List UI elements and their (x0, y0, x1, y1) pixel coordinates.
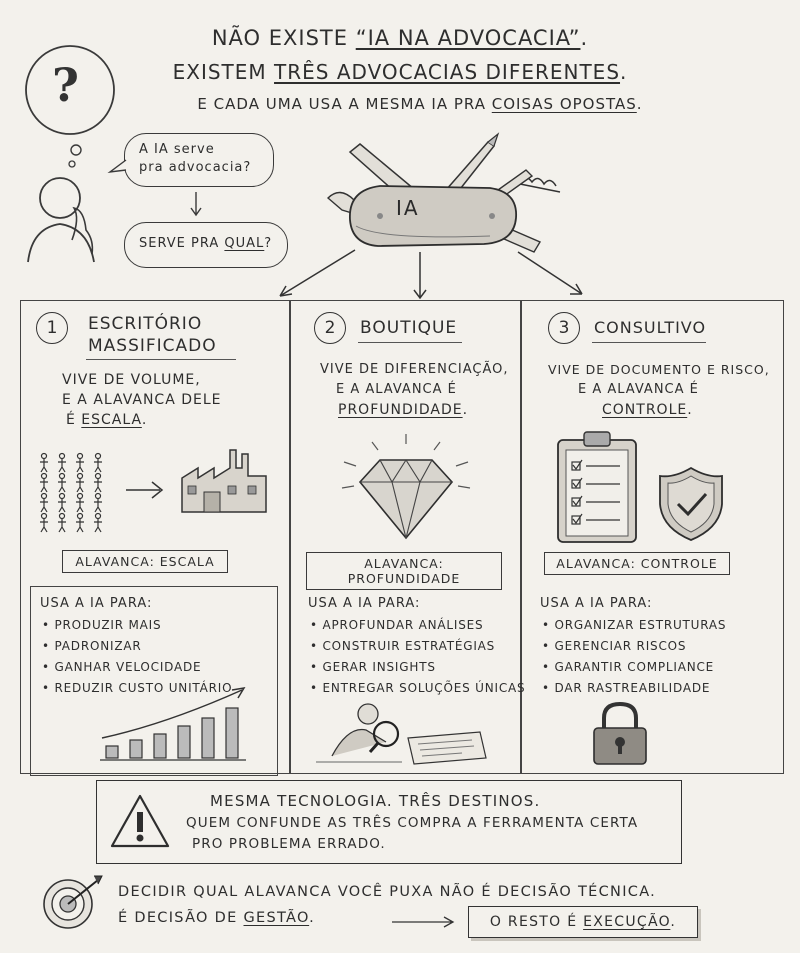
footer-line2-emphasis: GESTÃO (243, 910, 310, 926)
factory-icon (182, 450, 266, 512)
column-1-desc-emphasis: ESCALA (81, 412, 142, 428)
person-figure-icon (94, 514, 102, 533)
column-3-use-item: • DAR RASTREABILIDADE (542, 681, 726, 702)
person-figure-icon (76, 474, 84, 493)
column-2-use-item: • CONSTRUIR ESTRATÉGIAS (310, 639, 525, 660)
arrow-left (280, 250, 355, 296)
column-3-desc-line1: VIVE DE DOCUMENTO E RISCO, (548, 362, 770, 377)
person-figure-icon (40, 454, 48, 473)
column-3-use-item: • ORGANIZAR ESTRUTURAS (542, 618, 726, 639)
headline-line3-emphasis: COISAS OPOSTAS (491, 95, 637, 113)
shield-check-icon (656, 464, 726, 544)
diamond-icon (336, 430, 476, 545)
column-3-desc-line2: E A ALAVANCA É (578, 382, 699, 397)
column-2-number: 2 (314, 312, 346, 344)
person-figure-icon (40, 494, 48, 513)
person-figure-icon (76, 454, 84, 473)
footer-line2-end: . (309, 910, 316, 926)
person-figure-icon (58, 474, 66, 493)
column-3-title-rule (592, 342, 706, 343)
warning-icon (108, 792, 172, 850)
column-1-desc-line2: E A ALAVANCA DELE (62, 392, 222, 408)
column-3-uses-list (542, 618, 726, 702)
headline-line1-end: . (580, 26, 589, 50)
column-divider-1 (289, 300, 291, 774)
column-1-number: 1 (36, 312, 68, 344)
arrow-right (518, 252, 582, 294)
headline-line1-emphasis: “IA NA ADVOCACIA” (355, 26, 581, 50)
column-3-use-item: • GERENCIAR RISCOS (542, 639, 726, 660)
speech-bubble-question (124, 133, 274, 187)
headline-line1-text: NÃO EXISTE (211, 26, 356, 50)
column-3-number: 3 (548, 312, 580, 344)
warning-line1: MESMA TECNOLOGIA. TRÊS DESTINOS. (210, 792, 541, 810)
padlock-icon (588, 700, 652, 768)
person-figure-icon (40, 514, 48, 533)
column-2-desc-emphasis: PROFUNDIDADE (338, 402, 463, 418)
person-figure-icon (76, 494, 84, 513)
column-1-use-item: • GANHAR VELOCIDADE (42, 660, 232, 681)
person-figure-icon (58, 514, 66, 533)
clipboard-checklist-icon (552, 428, 642, 546)
headline-line3-text: E CADA UMA USA A MESMA IA PRA (197, 95, 492, 113)
arrow-center (414, 252, 426, 298)
column-2-use-item: • GERAR INSIGHTS (310, 660, 525, 681)
column-1-use-item: • PADRONIZAR (42, 639, 232, 660)
column-3-use-item: • GARANTIR COMPLIANCE (542, 660, 726, 681)
column-1-desc-line3-pre: É (66, 412, 82, 428)
bubble-question-line2: pra advocacia? (139, 160, 252, 175)
column-3-title: CONSULTIVO (594, 318, 707, 337)
bubble-answer-end: ? (264, 236, 273, 251)
person-figure-icon (58, 494, 66, 513)
headline-line2-emphasis: TRÊS ADVOCACIAS DIFERENTES (274, 60, 621, 84)
column-2-use-item: • ENTREGAR SOLUÇÕES ÚNICAS (310, 681, 525, 702)
person-icon (28, 178, 94, 262)
footer-line1: DECIDIR QUAL ALAVANCA VOCÊ PUXA NÃO É DECISÃO TÉCNICA. (118, 884, 657, 900)
headline-line2-text: EXISTEM (172, 60, 275, 84)
column-1-title-rule (86, 359, 236, 360)
column-3-lever-label: ALAVANCA: CONTROLE (544, 552, 730, 575)
target-icon (40, 872, 106, 932)
bubble-answer-emphasis: QUAL (224, 236, 265, 251)
footer-box-pre: O RESTO É (489, 914, 584, 930)
column-2-lever-label: ALAVANCA: PROFUNDIDADE (306, 552, 502, 590)
column-2-title-rule (358, 342, 462, 343)
headline-line2-end: . (620, 60, 628, 84)
crowd-icon (40, 454, 102, 533)
column-1-title-line2: MASSIFICADO (88, 336, 217, 356)
headline-line3 (20, 95, 800, 113)
column-1-desc-end: . (141, 412, 148, 428)
column-2-use-item: • APROFUNDAR ANÁLISES (310, 618, 525, 639)
person-figure-icon (94, 494, 102, 513)
people-to-factory-icon (34, 420, 274, 540)
footer-execution-box (468, 906, 698, 938)
column-1-use-item: • PRODUZIR MAIS (42, 618, 232, 639)
person-figure-icon (94, 454, 102, 473)
down-arrow-icon (186, 190, 206, 220)
column-2-title: BOUTIQUE (360, 318, 458, 338)
column-2-desc-end: . (462, 402, 469, 418)
footer-box-emphasis: EXECUÇÃO (583, 914, 671, 930)
column-2-uses-list (310, 618, 525, 702)
column-2-desc-line1: VIVE DE DIFERENCIAÇÃO, (320, 362, 509, 377)
column-divider-2 (520, 300, 522, 774)
column-1-uses-title: USA A IA PARA: (40, 596, 153, 611)
column-1-use-item: • REDUZIR CUSTO UNITÁRIO (42, 681, 232, 702)
person-figure-icon (76, 514, 84, 533)
bubble-answer-pre: SERVE PRA (139, 236, 225, 251)
thought-dot-large (71, 145, 81, 155)
column-3-desc-line3 (602, 400, 693, 420)
column-1-title-line1: ESCRITÓRIO (88, 314, 203, 334)
bubble-question-line1: A IA serve (139, 142, 215, 157)
footer-box-end: . (670, 914, 677, 930)
column-2-desc-line3 (338, 400, 468, 420)
person-figure-icon (40, 474, 48, 493)
column-2-uses-title: USA A IA PARA: (308, 596, 421, 611)
person-figure-icon (58, 454, 66, 473)
warning-line3: PRO PROBLEMA ERRADO. (192, 836, 386, 852)
analyst-magnifier-icon (312, 696, 492, 768)
column-3-uses-title: USA A IA PARA: (540, 596, 653, 611)
footer-line2-pre: É DECISÃO DE (118, 910, 244, 926)
column-1-desc-line1: VIVE DE VOLUME, (62, 372, 201, 388)
growth-bars-icon (96, 684, 256, 764)
column-2-desc-line2: E A ALAVANCA É (336, 382, 457, 397)
column-3-desc-end: . (687, 402, 693, 418)
bubble-tail (106, 150, 136, 180)
thought-dot-small (69, 161, 75, 167)
question-mark-icon: ? (52, 58, 79, 112)
warning-line2: QUEM CONFUNDE AS TRÊS COMPRA A FERRAMENTA CERTA (186, 815, 639, 831)
footer-line2 (118, 910, 315, 926)
footer-arrow-icon (390, 912, 460, 932)
bubble-answer-text (139, 236, 272, 251)
knife-label: IA (396, 196, 420, 220)
headline-line3-end: . (636, 95, 643, 113)
column-3-desc-emphasis: CONTROLE (602, 402, 688, 418)
column-1-lever-label: ALAVANCA: ESCALA (62, 550, 228, 573)
right-arrow-icon (126, 482, 162, 498)
person-figure-icon (94, 474, 102, 493)
